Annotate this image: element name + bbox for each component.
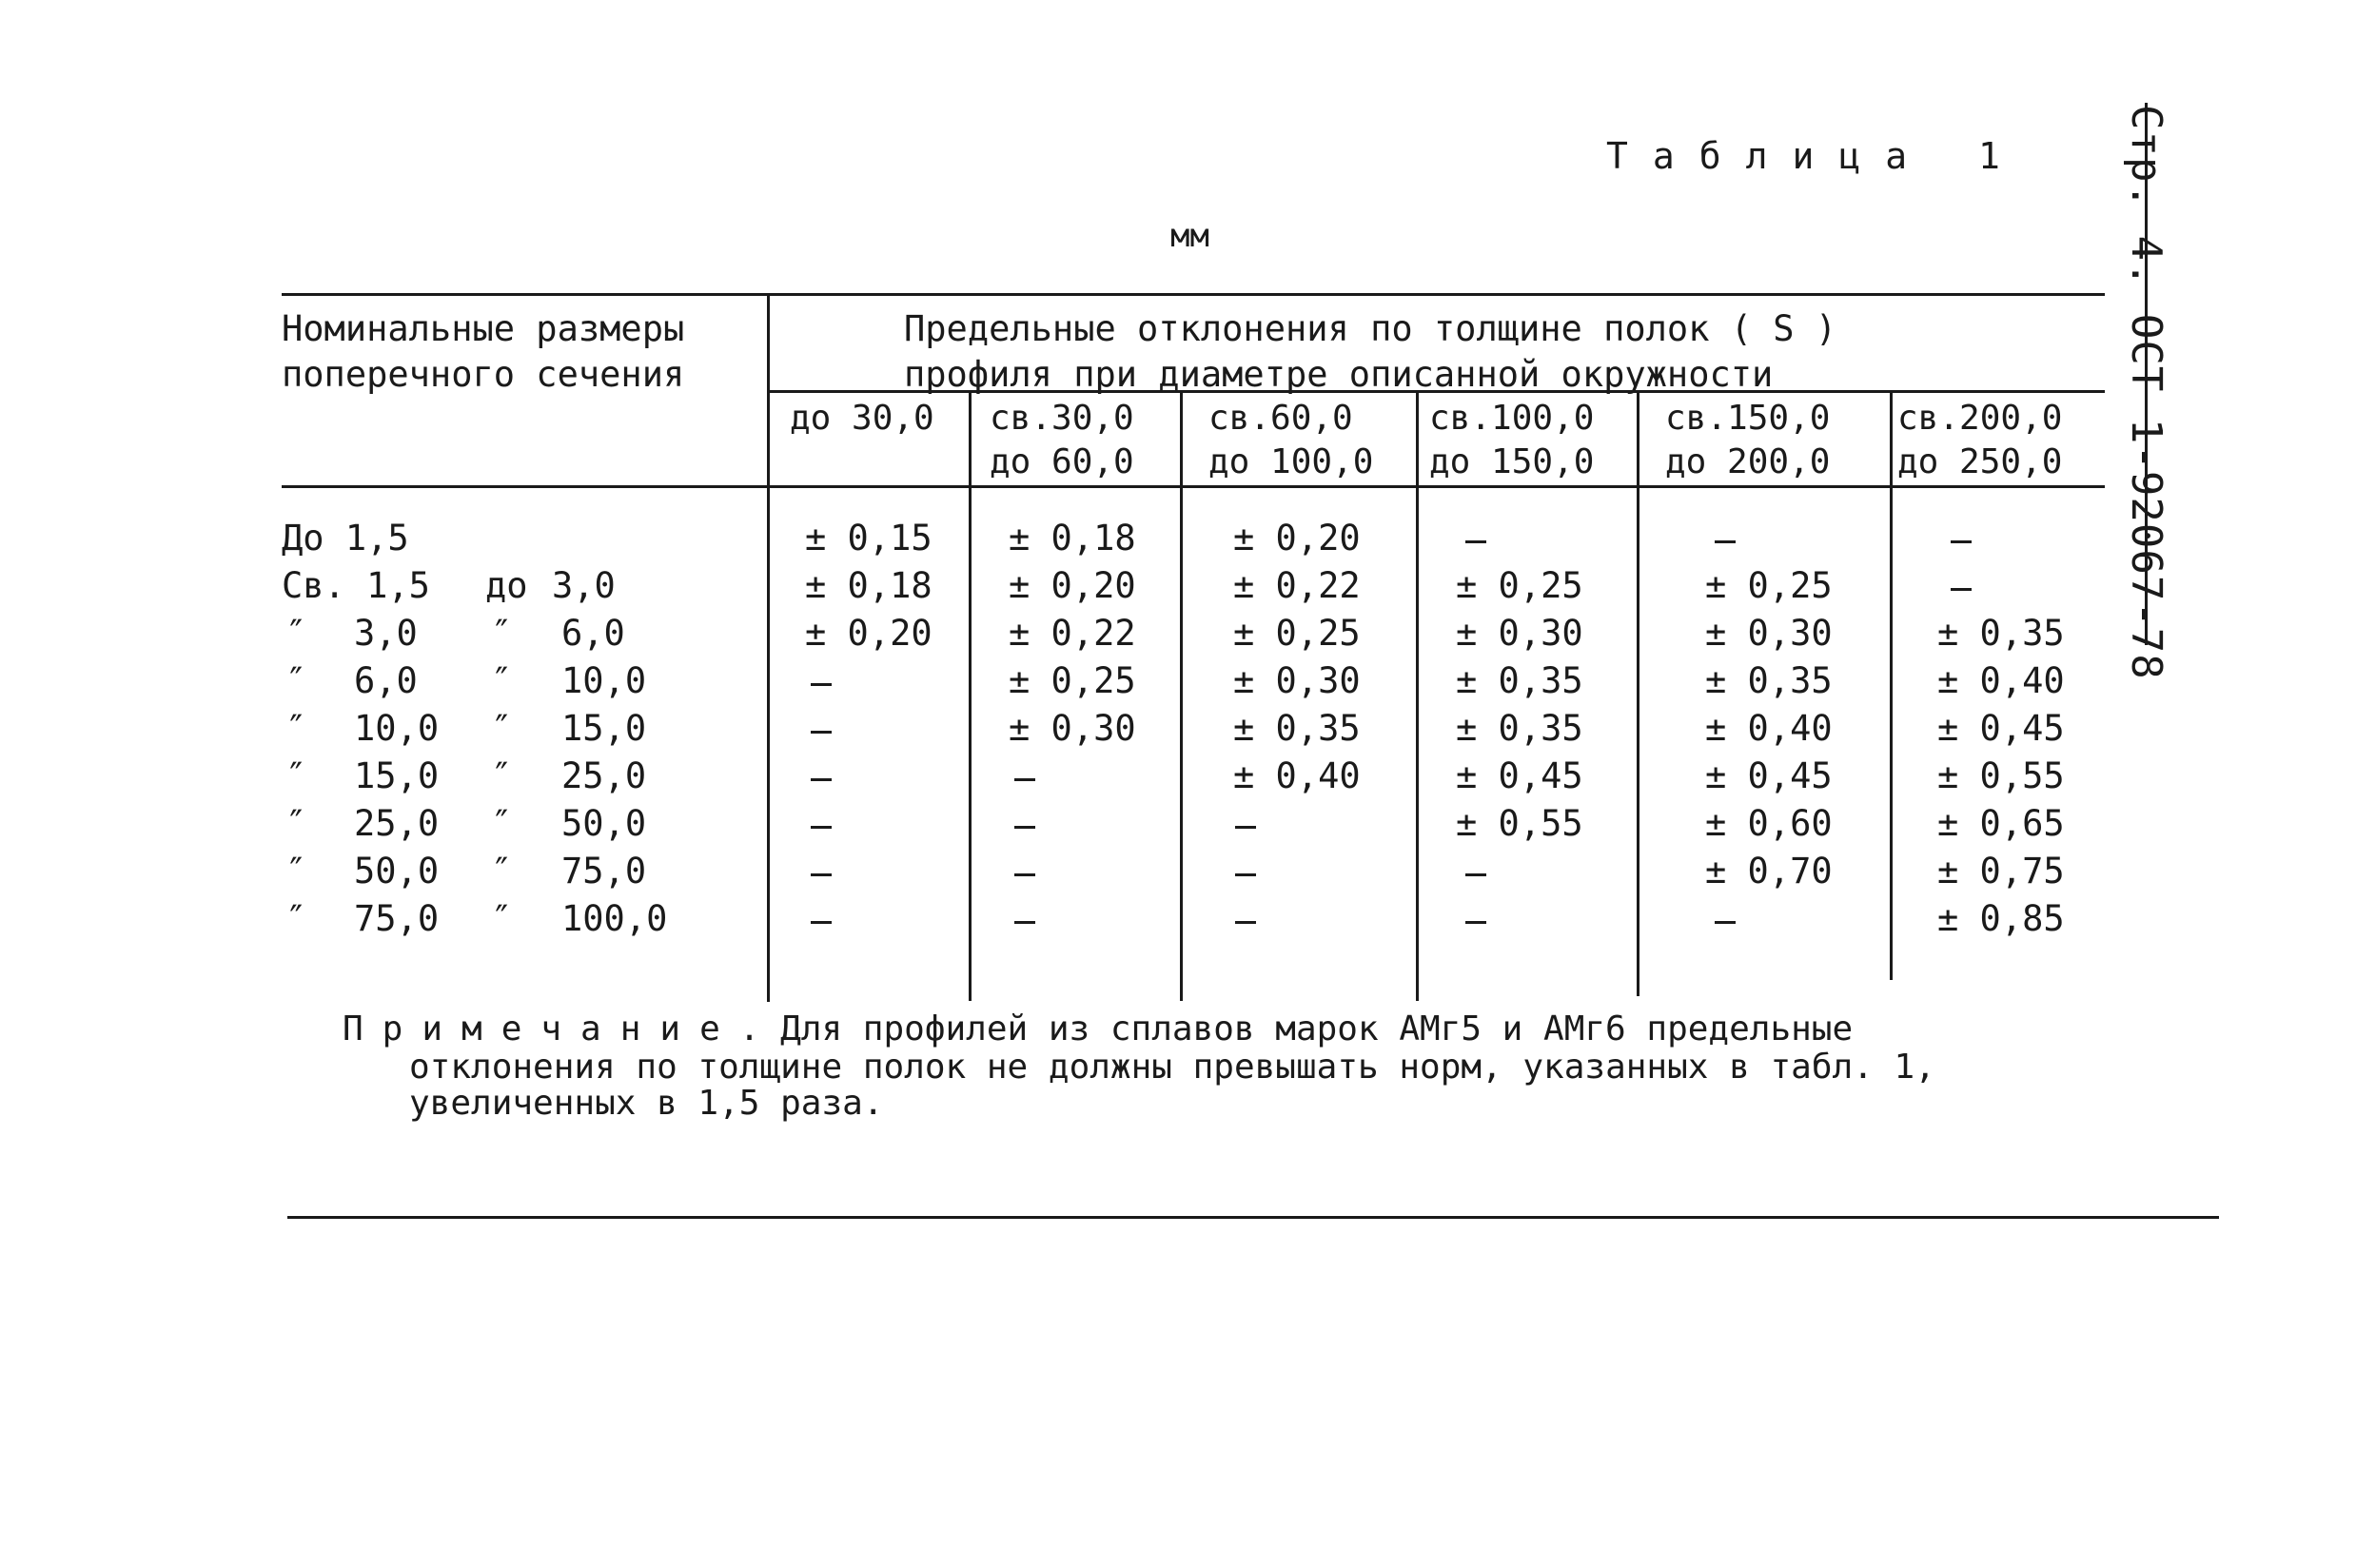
tolerance-value: ± 0,30 [1705, 613, 1833, 654]
empty-dash [1235, 921, 1256, 924]
tolerance-value: ± 0,85 [1937, 898, 2065, 939]
note-line3: увеличенных в 1,5 раза. [409, 1084, 884, 1123]
footer-rule [287, 1216, 2219, 1219]
tolerance-value: ± 0,22 [1233, 565, 1361, 606]
tolerance-value: ± 0,15 [805, 518, 933, 559]
col-header-3-line2: до 100,0 [1208, 442, 1374, 481]
units-label: мм [1170, 217, 1209, 255]
tolerance-value: ± 0,40 [1233, 755, 1361, 796]
tolerance-value: ± 0,35 [1456, 708, 1583, 749]
empty-dash [1951, 540, 1972, 543]
header-main-line2: профиля при диаметре описанной окружности [904, 354, 1774, 395]
tolerance-value: ± 0,35 [1937, 613, 2065, 654]
tolerance-value: ± 0,25 [1705, 565, 1833, 606]
row-label-lower: 3,0 [354, 613, 418, 654]
row-label-upper: 15,0 [561, 708, 647, 749]
col-rule-4 [1637, 392, 1639, 996]
ditto-mark: ″ [491, 803, 513, 844]
tolerance-value: ± 0,25 [1456, 565, 1583, 606]
tolerance-value: ± 0,60 [1705, 803, 1833, 844]
col-header-2-line1: св.30,0 [990, 399, 1134, 438]
tolerance-value: ± 0,18 [805, 565, 933, 606]
row-label-lower: 25,0 [354, 803, 440, 844]
col-rule-5 [1890, 392, 1893, 980]
tolerance-value: ± 0,75 [1937, 851, 2065, 892]
empty-dash [1715, 921, 1736, 924]
row-label-lower: 10,0 [354, 708, 440, 749]
ditto-mark: ″ [285, 708, 307, 749]
tolerance-value: ± 0,45 [1456, 755, 1583, 796]
ditto-mark: ″ [285, 755, 307, 796]
tolerance-value: ± 0,25 [1233, 613, 1361, 654]
col-header-4-line2: до 150,0 [1429, 442, 1595, 481]
empty-dash [811, 921, 832, 924]
col-header-6-line2: до 250,0 [1897, 442, 2063, 481]
tolerance-value: ± 0,30 [1009, 708, 1136, 749]
ditto-mark: ″ [491, 660, 513, 701]
tolerance-value: ± 0,30 [1233, 660, 1361, 701]
ditto-mark: ″ [491, 851, 513, 892]
table-top-rule [282, 293, 2105, 296]
empty-dash [1951, 588, 1972, 591]
row-label-lower: 6,0 [354, 660, 418, 701]
ditto-mark: ″ [285, 613, 307, 654]
tolerance-value: ± 0,45 [1937, 708, 2065, 749]
col-header-2-line2: до 60,0 [990, 442, 1134, 481]
note-text-1: . Для профилей из сплавов марок АМг5 и АМг6 предельные [738, 1009, 1854, 1049]
row-label-lower: 15,0 [354, 755, 440, 796]
col-header-3-line1: св.60,0 [1208, 399, 1353, 438]
col-header-4-line1: св.100,0 [1429, 399, 1595, 438]
tolerance-value: ± 0,20 [805, 613, 933, 654]
empty-dash [811, 731, 832, 734]
empty-dash [1465, 921, 1486, 924]
note-line1 [343, 1010, 1853, 1049]
row-label-lower: 75,0 [354, 898, 440, 939]
col-header-5-line1: св.150,0 [1665, 399, 1831, 438]
tolerance-value: ± 0,20 [1009, 565, 1136, 606]
row-label: До 1,5 [282, 518, 409, 559]
empty-dash [811, 873, 832, 876]
ditto-mark: ″ [285, 660, 307, 701]
empty-dash [1715, 540, 1736, 543]
empty-dash [1235, 873, 1256, 876]
row-label-upper: 50,0 [561, 803, 647, 844]
tolerance-value: ± 0,70 [1705, 851, 1833, 892]
col-header-1-line1: до 30,0 [790, 399, 934, 438]
col-header-6-line1: св.200,0 [1897, 399, 2063, 438]
col-rule-2 [1180, 392, 1183, 1001]
tolerance-value: ± 0,55 [1937, 755, 2065, 796]
row-label-upper: 3,0 [552, 565, 616, 606]
tolerance-value: ± 0,25 [1009, 660, 1136, 701]
header-bottom-rule [282, 485, 2105, 488]
page-label: Стр. 4. ОСТ 1-92067-78 [2122, 105, 2170, 680]
row-label-upper: 25,0 [561, 755, 647, 796]
empty-dash [811, 778, 832, 781]
row-label-to: до [485, 565, 528, 606]
row-label-upper: 10,0 [561, 660, 647, 701]
ditto-mark: ″ [285, 803, 307, 844]
tolerance-value: ± 0,40 [1937, 660, 2065, 701]
tolerance-value: ± 0,65 [1937, 803, 2065, 844]
row-label-lower: 50,0 [354, 851, 440, 892]
empty-dash [811, 683, 832, 686]
ditto-mark: ″ [491, 708, 513, 749]
row-label: Св. 1,5 [282, 565, 430, 606]
tolerance-value: ± 0,45 [1705, 755, 1833, 796]
ditto-mark: ″ [285, 898, 307, 939]
ditto-mark: ″ [491, 898, 513, 939]
col-header-5-line2: до 200,0 [1665, 442, 1831, 481]
tolerance-value: ± 0,20 [1233, 518, 1361, 559]
note-label: Примечание [343, 1009, 739, 1049]
empty-dash [811, 826, 832, 829]
empty-dash [1014, 826, 1035, 829]
row-label-upper: 75,0 [561, 851, 647, 892]
ditto-mark: ″ [491, 755, 513, 796]
col-rule-3 [1416, 392, 1419, 1001]
tolerance-value: ± 0,35 [1705, 660, 1833, 701]
tolerance-value: ± 0,40 [1705, 708, 1833, 749]
empty-dash [1014, 778, 1035, 781]
header-left-line1: Номинальные размеры [282, 308, 685, 349]
empty-dash [1465, 540, 1486, 543]
empty-dash [1465, 873, 1486, 876]
tolerance-value: ± 0,35 [1456, 660, 1583, 701]
header-left-line2: поперечного сечения [282, 354, 685, 395]
empty-dash [1235, 826, 1256, 829]
tolerance-value: ± 0,30 [1456, 613, 1583, 654]
tolerance-value: ± 0,18 [1009, 518, 1136, 559]
ditto-mark: ″ [285, 851, 307, 892]
col-rule-1 [969, 392, 972, 1001]
tolerance-value: ± 0,55 [1456, 803, 1583, 844]
tolerance-value: ± 0,22 [1009, 613, 1136, 654]
empty-dash [1014, 921, 1035, 924]
header-main-line1: Предельные отклонения по толщине полок ( S ) [904, 308, 1837, 349]
row-label-upper: 100,0 [561, 898, 668, 939]
empty-dash [1014, 873, 1035, 876]
table-title: Таблица 1 [1606, 135, 2025, 177]
col-rule-0 [767, 293, 770, 1002]
row-label-upper: 6,0 [561, 613, 625, 654]
ditto-mark: ″ [491, 613, 513, 654]
note-line2: отклонения по толщине полок не должны превышать норм, указанных в табл. 1, [409, 1048, 1935, 1087]
tolerance-value: ± 0,35 [1233, 708, 1361, 749]
